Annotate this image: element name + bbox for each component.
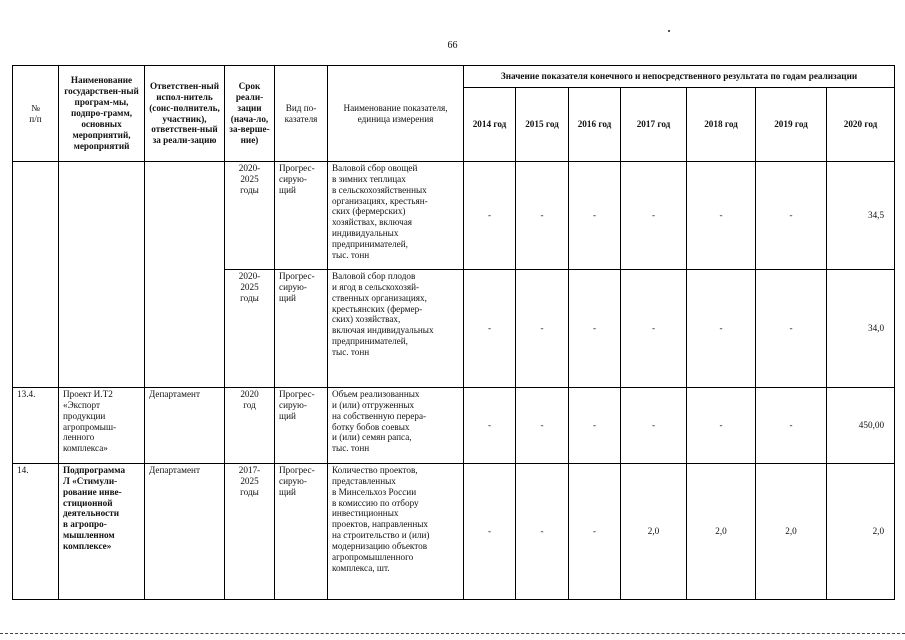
cell-value: -	[756, 162, 827, 270]
header-kind: Вид по-казателя	[275, 66, 328, 162]
cell-value: -	[569, 464, 621, 600]
cell-value: -	[569, 270, 621, 388]
cell-value: -	[516, 388, 569, 464]
cell-responsible: Департамент	[145, 388, 225, 464]
cell-value: -	[687, 270, 756, 388]
cell-value: -	[756, 270, 827, 388]
cell-responsible	[145, 162, 225, 388]
cell-value: -	[464, 270, 516, 388]
header-term: Срок реали-зации (нача-ло, за-верше-ние)	[225, 66, 275, 162]
cell-kind: Прогрес- сирую- щий	[275, 388, 328, 464]
cell-value: 2,0	[621, 464, 687, 600]
cell-term: 2020 год	[225, 388, 275, 464]
cell-kind: Прогрес- сирую- щий	[275, 162, 328, 270]
cell-value: 34,0	[827, 270, 895, 388]
cell-value: 2,0	[687, 464, 756, 600]
cell-term: 2017- 2025 годы	[225, 464, 275, 600]
cell-value: -	[516, 270, 569, 388]
header-year: 2016 год	[569, 88, 621, 162]
cell-value: -	[621, 270, 687, 388]
table-row	[13, 162, 895, 270]
header-year: 2015 год	[516, 88, 569, 162]
cell-indicator: Валовой сбор овощей в зимних теплицах в сельскохозяйственных организациях, крестьян- ских (фермерских) хозяйствах, включая индивидуальных предпринимателей, тыс. тонн	[328, 162, 464, 270]
cell-term: 2020- 2025 годы	[225, 270, 275, 388]
cell-value: -	[569, 388, 621, 464]
cell-indicator: Количество проектов, представленных в Минсельхоз России в комиссию по отбору инвестиционных проектов, направленных на строительство и (или) модернизацию объектов агропромышленного комплекса, шт.	[328, 464, 464, 600]
cell-term: 2020- 2025 годы	[225, 162, 275, 270]
cell-value: 2,0	[756, 464, 827, 600]
cell-value: -	[621, 162, 687, 270]
cell-value: -	[516, 464, 569, 600]
indicators-table	[12, 65, 895, 600]
cell-value: -	[621, 388, 687, 464]
cell-value: -	[464, 464, 516, 600]
cell-kind: Прогрес- сирую- щий	[275, 270, 328, 388]
cell-value: -	[569, 162, 621, 270]
cell-value: 34,5	[827, 162, 895, 270]
header-name: Наименование государствен-ный програм-мы, подпро-грамм, основных мероприятий, мероприятий	[59, 66, 145, 162]
scan-speck	[668, 30, 670, 32]
cell-value: -	[464, 388, 516, 464]
cell-name: Подпрограмма Л «Стимули- рование инве- стиционной деятельности в агропро- мышленном комплексе»	[59, 464, 145, 600]
cell-value: -	[687, 162, 756, 270]
cell-value: -	[516, 162, 569, 270]
header-year: 2019 год	[756, 88, 827, 162]
cell-responsible: Департамент	[145, 464, 225, 600]
cell-kind: Прогрес- сирую- щий	[275, 464, 328, 600]
cell-value: -	[687, 388, 756, 464]
header-values-group: Значение показателя конечного и непосредственного результата по годам реализации	[464, 66, 895, 88]
cell-num: 13.4.	[13, 388, 59, 464]
header-num: № п/п	[13, 66, 59, 162]
cell-value: -	[756, 388, 827, 464]
header-indicator: Наименование показателя, единица измерения	[328, 66, 464, 162]
cell-name	[59, 162, 145, 388]
header-year: 2014 год	[464, 88, 516, 162]
cell-indicator: Объем реализованных и (или) отгруженных на собственную перера- ботку бобов соевых и (или) семян рапса, тыс. тонн	[328, 388, 464, 464]
page-bottom-rule	[0, 633, 905, 634]
header-year: 2018 год	[687, 88, 756, 162]
table-row	[13, 388, 895, 464]
cell-value: 450,00	[827, 388, 895, 464]
header-year: 2017 год	[621, 88, 687, 162]
cell-indicator: Валовой сбор плодов и ягод в сельскохозяй- ственных организациях, крестьянских (фермер- ских) хозяйствах, включая индивидуальных предпринимателей, тыс. тонн	[328, 270, 464, 388]
cell-value: -	[464, 162, 516, 270]
cell-name: Проект И.Т2 «Экспорт продукции агропромыш- ленного комплекса»	[59, 388, 145, 464]
header-responsible: Ответствен-ный испол-нитель (соис-полнитель, участник), ответствен-ный за реали-зацию	[145, 66, 225, 162]
cell-value: 2,0	[827, 464, 895, 600]
cell-num: 14.	[13, 464, 59, 600]
cell-num	[13, 162, 59, 388]
header-year: 2020 год	[827, 88, 895, 162]
table-row	[13, 464, 895, 600]
page-number: 66	[447, 40, 458, 51]
